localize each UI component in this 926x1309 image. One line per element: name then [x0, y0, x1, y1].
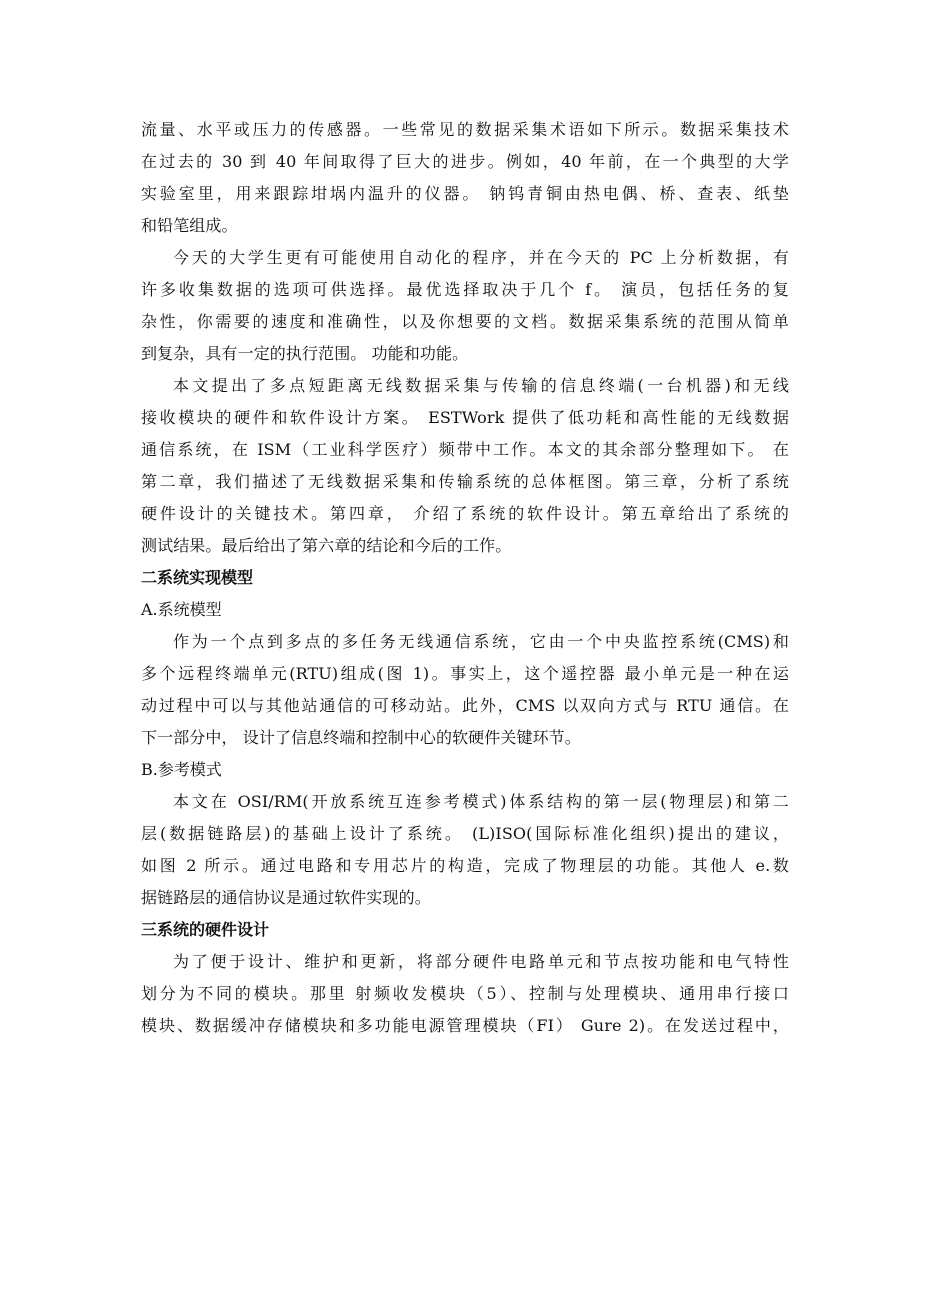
text-line: 本文提出了多点短距离无线数据采集与传输的信息终端(一台机器)和无线	[173, 376, 789, 395]
section-heading-3: 三系统的硬件设计	[141, 920, 270, 939]
text-line: 许多收集数据的选项可供选择。最优选择取决于几个 f。 演员，包括任务的复	[141, 280, 789, 299]
text-line: 层(数据链路层)的基础上设计了系统。 (L)ISO(国际标准化组织)提出的建议，	[141, 824, 789, 843]
text-line: 今天的大学生更有可能使用自动化的程序，并在今天的 PC 上分析数据，有	[173, 248, 789, 267]
text-line: 硬件设计的关键技术。第四章， 介绍了系统的软件设计。第五章给出了系统的	[141, 504, 789, 523]
text-line: 模块、数据缓冲存储模块和多功能电源管理模块（FI） Gure 2)。在发送过程中，	[141, 1016, 789, 1035]
text-line: 到复杂，具有一定的执行范围。 功能和功能。	[141, 344, 469, 363]
paragraph-2	[141, 242, 789, 370]
paragraph-1	[141, 114, 789, 242]
paragraph-3	[141, 370, 789, 562]
text-line: 流量、水平或压力的传感器。一些常见的数据采集术语如下所示。数据采集技术	[141, 120, 789, 139]
text-line: 和铅笔组成。	[141, 216, 238, 235]
text-line: 作为一个点到多点的多任务无线通信系统，它由一个中央监控系统(CMS)和	[173, 632, 789, 651]
text-line: 测试结果。最后给出了第六章的结论和今后的工作。	[141, 536, 512, 555]
text-line: 本文在 OSI/RM(开放系统互连参考模式)体系结构的第一层(物理层)和第二	[173, 792, 789, 811]
text-line: 为了便于设计、维护和更新，将部分硬件电路单元和节点按功能和电气特性	[173, 952, 789, 971]
text-line: 多个远程终端单元(RTU)组成(图 1)。事实上，这个遥控器 最小单元是一种在运	[141, 664, 789, 683]
text-line: 接收模块的硬件和软件设计方案。 ESTWork 提供了低功耗和高性能的无线数据	[141, 408, 789, 427]
subsection-heading-a: A.系统模型	[141, 600, 222, 619]
text-line: 第二章，我们描述了无线数据采集和传输系统的总体框图。第三章，分析了系统	[141, 472, 789, 491]
text-line: 如图 2 所示。通过电路和专用芯片的构造，完成了物理层的功能。其他人 e.数	[141, 856, 789, 875]
text-line: 实验室里，用来跟踪坩埚内温升的仪器。 钠钨青铜由热电偶、桥、查表、纸垫	[141, 184, 789, 203]
text-line: 动过程中可以与其他站通信的可移动站。此外，CMS 以双向方式与 RTU 通信。在	[141, 696, 789, 715]
text-line: 杂性，你需要的速度和准确性，以及你想要的文档。数据采集系统的范围从简单	[141, 312, 789, 331]
paragraph-4	[141, 626, 789, 754]
text-line: 在过去的 30 到 40 年间取得了巨大的进步。例如，40 年前，在一个典型的大学	[141, 152, 789, 171]
text-line: 划分为不同的模块。那里 射频收发模块（5）、控制与处理模块、通用串行接口	[141, 984, 789, 1003]
subsection-heading-b: B.参考模式	[141, 760, 222, 779]
section-heading-2: 二系统实现模型	[141, 568, 254, 587]
document-page	[141, 114, 789, 1042]
text-line: 下一部分中， 设计了信息终端和控制中心的软硬件关键环节。	[141, 728, 581, 747]
text-line: 据链路层的通信协议是通过软件实现的。	[141, 888, 431, 907]
text-line: 通信系统，在 ISM（工业科学医疗）频带中工作。本文的其余部分整理如下。 在	[141, 440, 789, 459]
paragraph-5	[141, 786, 789, 914]
paragraph-6	[141, 946, 789, 1042]
